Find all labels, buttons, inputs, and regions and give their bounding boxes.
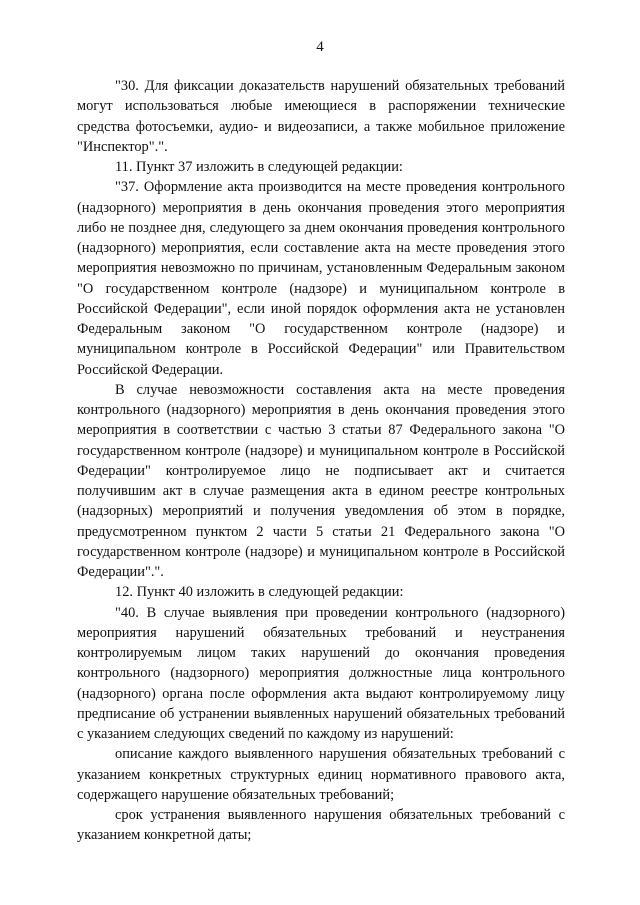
paragraph-amend-12: 12. Пункт 40 изложить в следующей редакции: [115, 584, 404, 601]
paragraph-elimination-deadline: срок устранения выявленного нарушения обязательных требований с указанием конкретной даты; [77, 807, 565, 844]
page-number: 4 [316, 39, 324, 55]
paragraph-amend-11: 11. Пункт 37 изложить в следующей редакции: [115, 159, 403, 175]
paragraph-item-40: "40. В случае выявления при проведении контрольного (надзорного) мероприятия нарушений обязательных требований и неустранения контролируемым лицом таких нарушений до окончания проведения контрольного (надзорного) мероприятия должностные лица контрольного (надзорного) органа после оформления акта выдают контролируемому лицу предписание об устранении выявленных нарушений обязательных требований с указанием следующих сведений по каждому из нарушений: [77, 604, 565, 742]
paragraph-item-30: "30. Для фиксации доказательств нарушений обязательных требований могут использоваться любые имеющиеся в распоряжении технические средства фотосъемки, аудио- и видеозаписи, а также мобильное приложение "Инспектор".". [77, 78, 565, 155]
document-body [77, 76, 565, 846]
paragraph-item-37: "37. Оформление акта производится на месте проведения контрольного (надзорного) мероприятия в день окончания проведения этого мероприятия либо не позднее дня, следующего за днем окончания проведения контрольного (надзорного) мероприятия, если составление акта на месте проведения этого мероприятия невозможно по причинам, установленным Федеральным законом "О государственном контроле (надзоре) и муниципальном контроле в Российской Федерации", если иной порядок оформления акта не установлен Федеральным законом "О государственном контроле (надзоре) и муниципальном контроле в Российской Федерации" или Правительством Российской Федерации. [77, 179, 565, 378]
paragraph-violation-description: описание каждого выявленного нарушения обязательных требований с указанием конкретных структурных единиц нормативного правового акта, содержащего нарушение обязательных требований; [77, 746, 565, 803]
paragraph-item-37-part-2: В случае невозможности составления акта на месте проведения контрольного (надзорного) мероприятия в день окончания проведения этого мероприятия в соответствии с частью 3 статьи 87 Федерального закона "О государственном контроле (надзоре) и муниципальном контроле в Российской Федерации" контролируемое лицо не подписывает акт и считается получившим акт в случае размещения акта в едином реестре контрольных (надзорных) мероприятий и получения уведомления об этом в порядке, предусмотренном пунктом 2 части 5 статьи 21 Федерального закона "О государственном контроле (надзоре) и муниципальном контроле в Российской Федерации".". [77, 381, 565, 580]
